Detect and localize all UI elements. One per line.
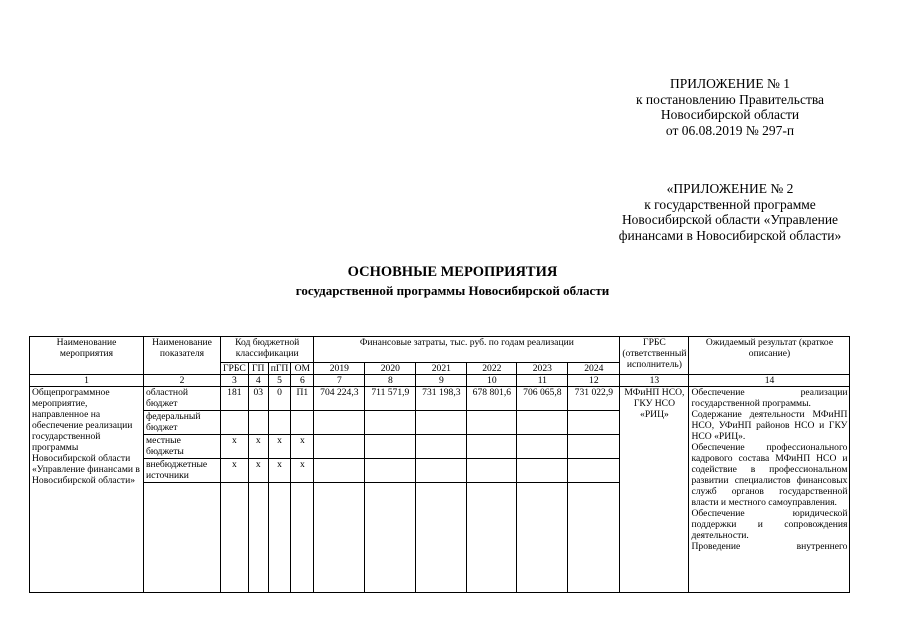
header-event-name: Наименование мероприятия xyxy=(30,337,144,375)
header-year: 2023 xyxy=(517,363,568,375)
event-name-cell: Общепрограммное мероприятие, направленное на обеспечение реализации государственной программы Новосибирской области «Управление финансами в Новосибирской области» xyxy=(30,387,144,593)
header-year: 2021 xyxy=(416,363,467,375)
header-year: 2020 xyxy=(365,363,416,375)
expected-result-cell xyxy=(689,387,850,593)
appendix-1-line: к постановлению Правительства xyxy=(635,91,825,107)
column-number: 8 xyxy=(365,375,416,387)
finance-cell: 731 022,9 xyxy=(568,387,620,411)
finance-cell xyxy=(467,411,517,435)
appendix-1-line: от 06.08.2019 № 297-п xyxy=(665,122,795,138)
code-cell: х xyxy=(291,459,314,483)
finance-cell-blank xyxy=(517,483,568,593)
finance-cell xyxy=(314,435,365,459)
main-events-table xyxy=(29,336,850,593)
finance-cell: 704 224,3 xyxy=(314,387,365,411)
finance-cell xyxy=(517,435,568,459)
header-finance: Финансовые затраты, тыс. руб. по годам реализации xyxy=(314,337,620,363)
result-paragraph: Обеспечение профессионального кадрового состава МФиНП НСО и содействие в профессиональном развитии специалистов финансовых служб органов государственной власти и местного самоуправления. xyxy=(691,442,848,508)
column-number: 10 xyxy=(467,375,517,387)
header-result: Ожидаемый результат (краткое описание) xyxy=(689,337,850,375)
code-cell: П1 xyxy=(291,387,314,411)
result-paragraph: Обеспечение юридической поддержки и сопровождения деятельности. xyxy=(691,508,848,541)
indicator-cell: федеральный бюджет xyxy=(144,411,221,435)
column-number: 9 xyxy=(416,375,467,387)
code-cell: х xyxy=(248,435,268,459)
finance-cell xyxy=(365,435,416,459)
code-cell: х xyxy=(248,459,268,483)
header-code: пГП xyxy=(268,363,291,375)
result-paragraph: Обеспечение реализации государственной программы. xyxy=(691,387,848,409)
indicator-cell: областной бюджет xyxy=(144,387,221,411)
finance-cell-blank xyxy=(568,483,620,593)
code-cell-blank xyxy=(268,483,291,593)
code-cell: х xyxy=(268,459,291,483)
appendix-2-line: к государственной программе xyxy=(644,196,816,212)
code-cell: 181 xyxy=(221,387,249,411)
column-number: 3 xyxy=(221,375,249,387)
finance-cell xyxy=(568,435,620,459)
grbs-cell: МФиНП НСО, ГКУ НСО «РИЦ» xyxy=(620,387,689,593)
header-indicator-name: Наименование показателя xyxy=(144,337,221,375)
header-year: 2019 xyxy=(314,363,365,375)
header-year: 2024 xyxy=(568,363,620,375)
code-cell-blank xyxy=(221,483,249,593)
finance-cell xyxy=(365,411,416,435)
finance-cell: 711 571,9 xyxy=(365,387,416,411)
header-code: ГРБС xyxy=(221,363,249,375)
code-cell: х xyxy=(268,435,291,459)
result-paragraph: Содержание деятельности МФиНП НСО, УФиНП районов НСО и ГКУ НСО «РИЦ». xyxy=(691,409,848,442)
finance-cell xyxy=(517,459,568,483)
code-cell: х xyxy=(221,435,249,459)
indicator-cell: местные бюджеты xyxy=(144,435,221,459)
column-number: 4 xyxy=(248,375,268,387)
column-number: 11 xyxy=(517,375,568,387)
finance-cell-blank xyxy=(416,483,467,593)
finance-cell xyxy=(416,411,467,435)
appendix-1-line: ПРИЛОЖЕНИЕ № 1 xyxy=(669,76,791,91)
finance-cell xyxy=(416,435,467,459)
finance-cell xyxy=(467,435,517,459)
appendix-2-block xyxy=(560,181,900,243)
column-number: 1 xyxy=(30,375,144,387)
appendix-1-line: Новосибирской области xyxy=(660,107,800,122)
code-cell: 03 xyxy=(248,387,268,411)
finance-cell: 731 198,3 xyxy=(416,387,467,411)
code-cell: х xyxy=(221,459,249,483)
finance-cell xyxy=(365,459,416,483)
finance-cell-blank xyxy=(467,483,517,593)
column-number: 13 xyxy=(620,375,689,387)
finance-cell xyxy=(467,459,517,483)
column-number: 7 xyxy=(314,375,365,387)
finance-cell: 706 065,8 xyxy=(517,387,568,411)
appendix-1-block xyxy=(560,76,900,138)
finance-cell: 678 801,6 xyxy=(467,387,517,411)
code-cell-blank xyxy=(291,483,314,593)
finance-cell xyxy=(314,459,365,483)
appendix-2-line: «ПРИЛОЖЕНИЕ № 2 xyxy=(666,181,794,196)
code-cell xyxy=(221,411,249,435)
indicator-cell: внебюджетные источники xyxy=(144,459,221,483)
finance-cell-blank xyxy=(314,483,365,593)
header-code: ОМ xyxy=(291,363,314,375)
column-number: 14 xyxy=(689,375,850,387)
code-cell: х xyxy=(291,435,314,459)
column-number: 5 xyxy=(268,375,291,387)
document-subtitle: государственной программы Новосибирской области xyxy=(295,283,610,298)
header-budget-code: Код бюджетной классификации xyxy=(221,337,314,363)
indicator-cell-blank xyxy=(144,483,221,593)
column-number: 2 xyxy=(144,375,221,387)
finance-cell xyxy=(517,411,568,435)
result-paragraph: Проведение внутреннего xyxy=(691,541,848,552)
appendix-2-line: финансами в Новосибирской области» xyxy=(618,227,842,243)
appendix-2-line: Новосибирской области «Управление xyxy=(621,212,839,227)
code-cell xyxy=(268,411,291,435)
code-cell: 0 xyxy=(268,387,291,411)
code-cell-blank xyxy=(248,483,268,593)
code-cell xyxy=(291,411,314,435)
header-grbs: ГРБС (ответственный исполнитель) xyxy=(620,337,689,375)
header-year: 2022 xyxy=(467,363,517,375)
code-cell xyxy=(248,411,268,435)
finance-cell-blank xyxy=(365,483,416,593)
finance-cell xyxy=(314,411,365,435)
header-code: ГП xyxy=(248,363,268,375)
finance-cell xyxy=(416,459,467,483)
column-number: 12 xyxy=(568,375,620,387)
document-title: ОСНОВНЫЕ МЕРОПРИЯТИЯ xyxy=(347,264,558,280)
finance-cell xyxy=(568,411,620,435)
column-number: 6 xyxy=(291,375,314,387)
finance-cell xyxy=(568,459,620,483)
